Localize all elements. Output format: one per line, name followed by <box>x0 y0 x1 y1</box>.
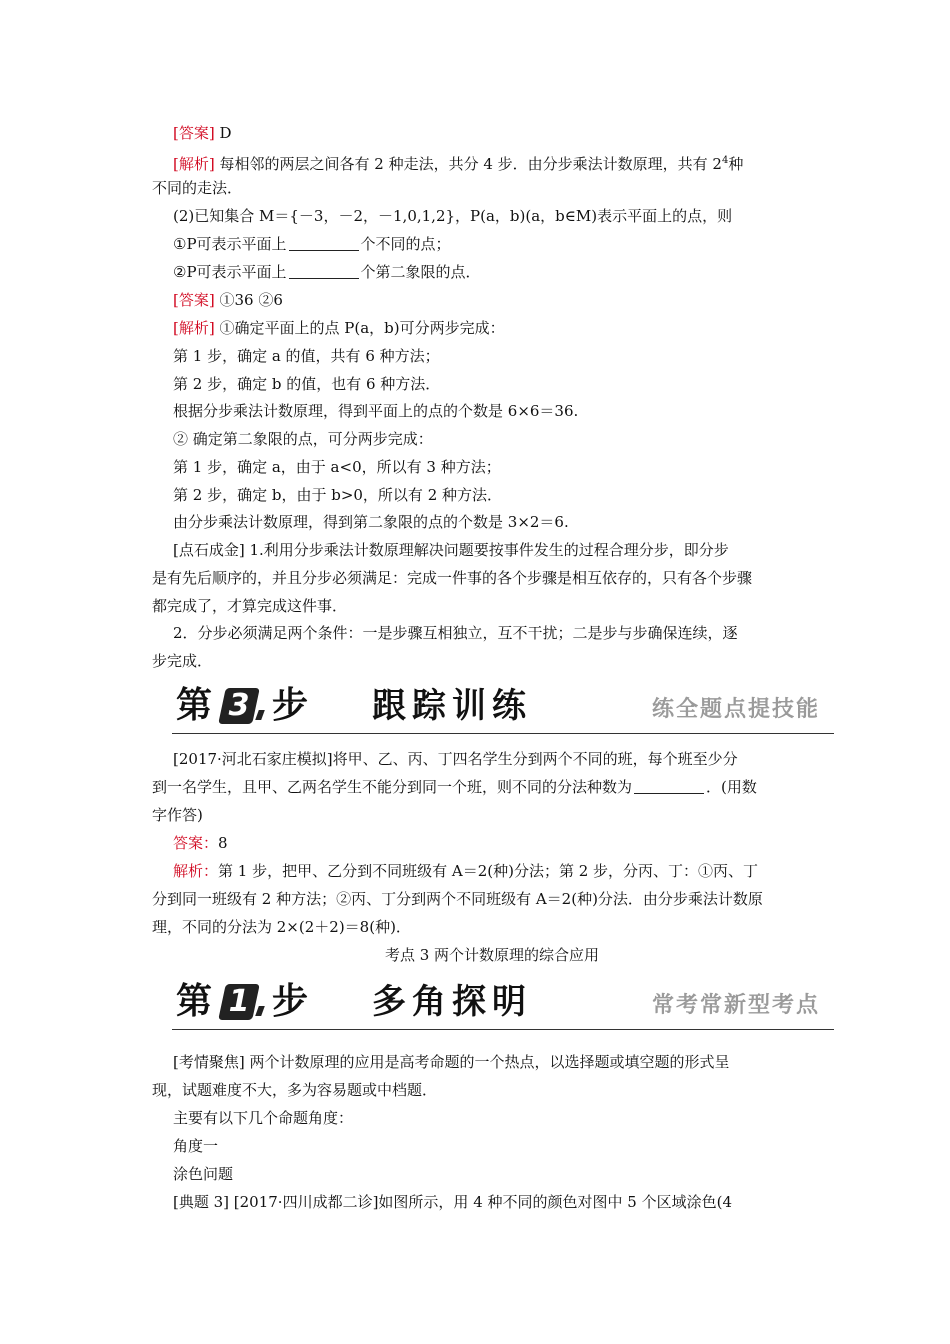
answer-line-2: [答案] ①36 ②6 <box>173 291 283 309</box>
text-line: 不同的走法． <box>152 179 243 197</box>
tips-line: [点石成金] 1.利用分步乘法计数原理解决问题要按事件发生的过程合理分步，即分步 <box>173 541 729 559</box>
text-line: 第 2 步，确定 b，由于 b>0，所以有 2 种方法． <box>173 486 503 504</box>
section-banner-step1: 第 1 步 多角探明 常考常新型考点 <box>172 976 834 1032</box>
answer-line-3: 答案：8 <box>173 834 228 852</box>
banner-subtitle: 练全题点提技能 <box>651 697 820 722</box>
text-line: 是有先后顺序的，并且分步必须满足：完成一件事的各个步骤是相互依存的，只有各个步骤 <box>152 569 753 587</box>
banner-subtitle: 常考常新型考点 <box>651 993 820 1018</box>
analysis-line-3: 解析：第 1 步，把甲、乙分到不同班级有 A＝2(种)分法；第 2 步，分丙、丁：①丙、丁 <box>173 862 759 880</box>
banner-title: 跟踪训练 <box>372 686 532 726</box>
step-number-badge: 1 <box>218 984 260 1020</box>
answer-line-1: [答案] D <box>173 124 232 142</box>
section-banner-step3: 第 3 步 跟踪训练 练全题点提技能 <box>172 680 834 736</box>
text-line: 2．分步必须满足两个条件：一是步骤互相独立，互不干扰；二是步与步确保连续，逐 <box>173 624 738 642</box>
text-line: 步完成． <box>152 652 213 670</box>
text-line: [考情聚焦] 两个计数原理的应用是高考命题的一个热点，以选择题或填空题的形式呈 <box>173 1053 730 1071</box>
analysis-line-2: [解析] ①确定平面上的点 P(a，b)可分两步完成： <box>173 319 505 337</box>
text-line: 现，试题难度不大，多为容易题或中档题． <box>152 1081 438 1099</box>
step-number-badge: 3 <box>218 688 260 724</box>
text-line: 角度一 <box>173 1137 219 1155</box>
banner-rule <box>172 1029 834 1030</box>
text-line: 由分步乘法计数原理，得到第二象限的点的个数是 3×2＝6. <box>173 513 569 531</box>
text-line: 涂色问题 <box>173 1165 234 1183</box>
text-line: 都完成了，才算完成这件事． <box>152 597 348 615</box>
text-line: 第 1 步，确定 a 的值，共有 6 种方法； <box>173 347 440 365</box>
fill-blank <box>289 236 359 251</box>
text-line: 主要有以下几个命题角度： <box>173 1109 354 1127</box>
problem-line: [2017·河北石家庄模拟]将甲、乙、丙、丁四名学生分到两个不同的班，每个班至少分 <box>173 750 738 768</box>
fill-blank <box>634 779 704 794</box>
problem-line: 到一名学生，且甲、乙两名学生不能分到同一个班，则不同的分法种数为 ．(用数 <box>152 778 757 796</box>
text-line: 第 2 步，确定 b 的值，也有 6 种方法． <box>173 375 441 393</box>
question-line-1: ①P可表示平面上 个不同的点； <box>173 235 451 253</box>
problem-line: 字作答) <box>152 806 203 824</box>
text-line: 分到同一班级有 2 种方法；②丙、丁分到两个不同班级有 A＝2(种)分法．由分步乘法计数原 <box>152 890 763 908</box>
text-line: 理，不同的分法为 2×(2＋2)＝8(种)． <box>152 918 411 936</box>
fill-blank <box>289 264 359 279</box>
analysis-line-1: [解析] 每相邻的两层之间各有 2 种走法，共分 4 步．由分步乘法计数原理，共有 $2^4$种 <box>173 155 744 173</box>
text-line: 根据分步乘法计数原理，得到平面上的点的个数是 6×6＝36. <box>173 402 579 420</box>
section-heading: 考点 3 两个计数原理的综合应用 <box>384 946 600 964</box>
text-line: ② 确定第二象限的点，可分两步完成： <box>173 430 433 448</box>
text-line: 第 1 步，确定 a，由于 a<0，所以有 3 种方法； <box>173 458 501 476</box>
text-line: (2)已知集合 M＝{－3，－2，－1,0,1,2}，P(a，b)(a，b∈M)表示平面上的点，则 <box>173 207 733 225</box>
banner-title: 多角探明 <box>372 982 532 1022</box>
text-line: [典题 3] [2017·四川成都二诊]如图所示，用 4 种不同的颜色对图中 5 个区域涂色(4 <box>173 1193 732 1211</box>
question-line-2: ②P可表示平面上 个第二象限的点． <box>173 263 481 281</box>
banner-rule <box>172 733 834 734</box>
